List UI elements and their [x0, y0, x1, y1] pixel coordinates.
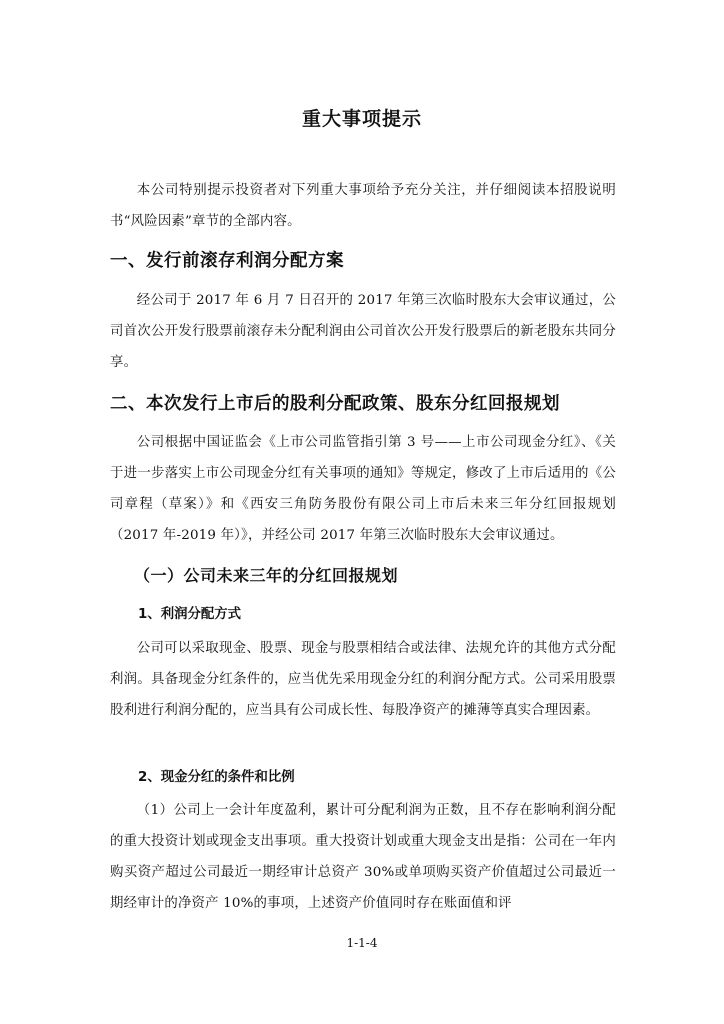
intro-paragraph: 本公司特别提示投资者对下列重大事项给予充分关注，并仔细阅读本招股说明书“风险因素”章节的全部内容。	[110, 183, 616, 229]
item-1-heading: 1、利润分配方式	[138, 607, 242, 622]
section-1-heading: 一、发行前滚存利润分配方案	[110, 251, 344, 271]
item-2-paragraph: （1）公司上一会计年度盈利，累计可分配利润为正数，且不存在影响利润分配的重大投资计划或现金支出事项。重大投资计划或重大现金支出是指：公司在一年内购买资产超过公司最近一期经审计总资产 30%或单项购买资产价值超过公司最近一期经审计的净资产 10%的事项，上述资产价值同时存在账面值和评	[110, 803, 616, 911]
page-title: 重大事项提示	[301, 108, 422, 130]
page-number: 1-1-4	[346, 936, 378, 950]
section-1-paragraph: 经公司于 2017 年 6 月 7 日召开的 2017 年第三次临时股东大会审议通过，公司首次公开发行股票前滚存未分配利润由公司首次公开发行股票后的新老股东共同分享。	[110, 293, 616, 370]
section-2-paragraph: 公司根据中国证监会《上市公司监管指引第 3 号——上市公司现金分红》、《关于进一步落实上市公司现金分红有关事项的通知》等规定，修改了上市后适用的《公司章程（草案）》和《西安三角防务股份有限公司上市后未来三年分红回报规划（2017 年-2019 年）》，并经公司 2017 年第三次临时股东大会审议通过。	[110, 435, 616, 543]
subsection-1-heading: （一）公司未来三年的分红回报规划	[134, 566, 399, 585]
item-2-heading: 2、现金分红的条件和比例	[138, 770, 295, 785]
section-2-heading: 二、本次发行上市后的股利分配政策、股东分红回报规划	[110, 394, 560, 414]
item-1-paragraph: 公司可以采取现金、股票、现金与股票相结合或法律、法规允许的其他方式分配利润。具备现金分红条件的，应当优先采用现金分红的利润分配方式。公司采用股票股利进行利润分配的，应当具有公司成长性、每股净资产的摊薄等真实合理因素。	[110, 641, 616, 718]
